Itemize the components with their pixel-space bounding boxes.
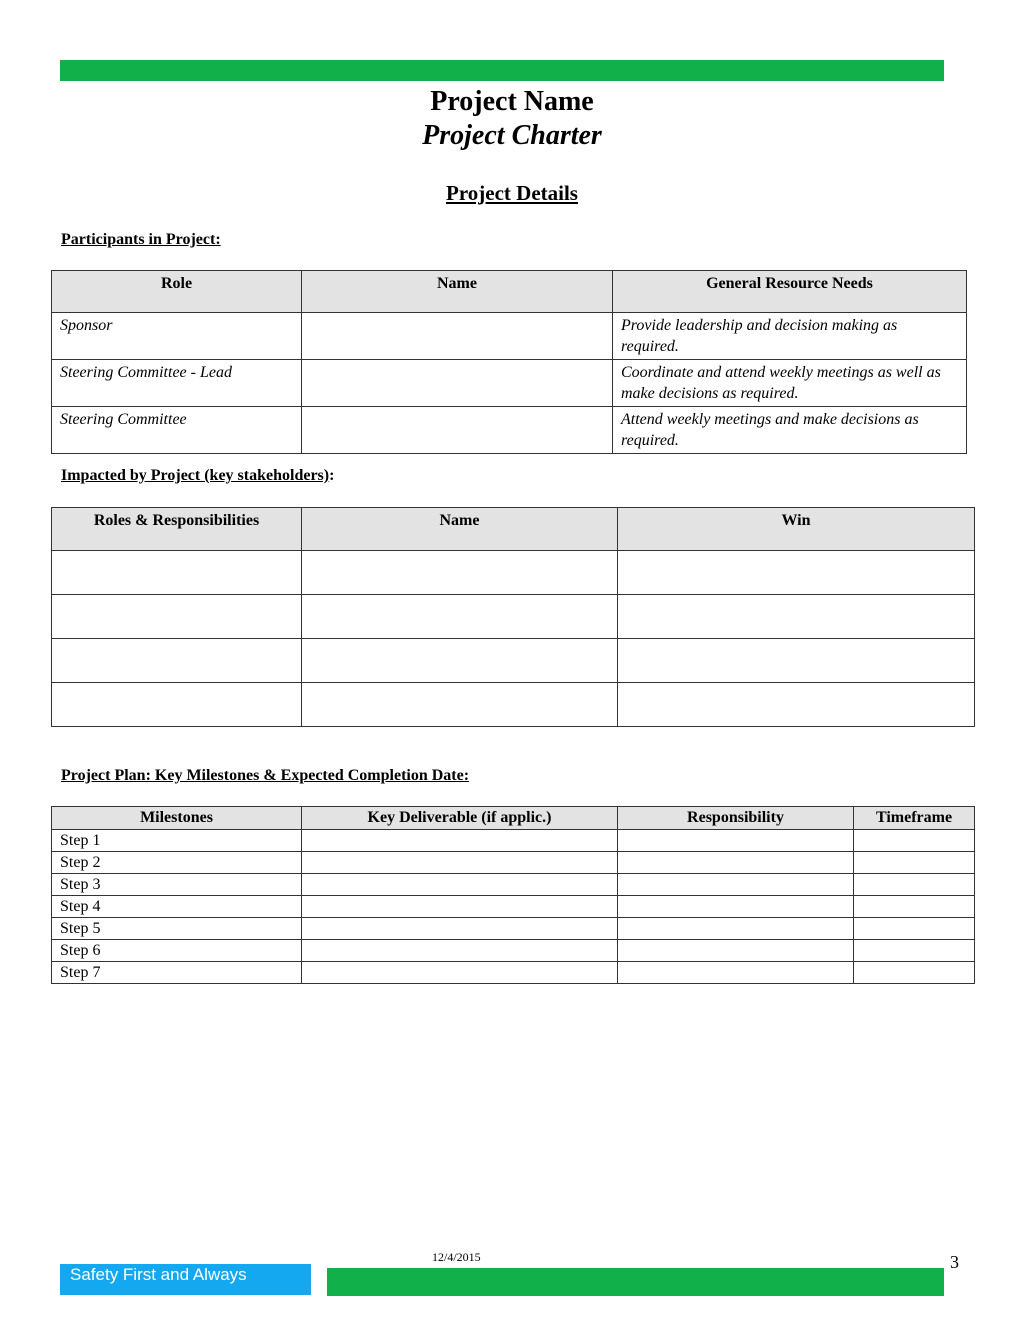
empty-cell[interactable] bbox=[618, 940, 854, 962]
top-accent-bar bbox=[60, 60, 944, 81]
step-label: Step 3 bbox=[52, 874, 302, 896]
project-subtitle: Project Charter bbox=[422, 120, 602, 151]
empty-cell[interactable] bbox=[302, 940, 618, 962]
needs-cell: Attend weekly meetings and make decisions as required. bbox=[613, 407, 967, 454]
empty-cell[interactable] bbox=[52, 551, 302, 595]
column-header: Timeframe bbox=[854, 807, 975, 830]
name-cell[interactable] bbox=[302, 313, 613, 360]
table-row bbox=[52, 683, 975, 727]
empty-cell[interactable] bbox=[854, 830, 975, 852]
empty-cell[interactable] bbox=[618, 683, 975, 727]
participants-header-row bbox=[52, 271, 967, 313]
column-header: Key Deliverable (if applic.) bbox=[302, 807, 618, 830]
empty-cell[interactable] bbox=[302, 639, 618, 683]
table-row bbox=[52, 962, 975, 984]
table-row bbox=[52, 940, 975, 962]
impacted-heading-colon: : bbox=[329, 467, 335, 484]
project-title: Project Name bbox=[430, 86, 594, 117]
table-row bbox=[52, 313, 967, 360]
empty-cell[interactable] bbox=[618, 874, 854, 896]
empty-cell[interactable] bbox=[618, 639, 975, 683]
empty-cell[interactable] bbox=[854, 962, 975, 984]
participants-heading: Participants in Project: bbox=[61, 231, 221, 248]
table-row bbox=[52, 360, 967, 407]
step-label: Step 4 bbox=[52, 896, 302, 918]
empty-cell[interactable] bbox=[618, 551, 975, 595]
empty-cell[interactable] bbox=[302, 852, 618, 874]
step-label: Step 2 bbox=[52, 852, 302, 874]
empty-cell[interactable] bbox=[302, 896, 618, 918]
impacted-heading bbox=[61, 467, 334, 485]
step-label: Step 6 bbox=[52, 940, 302, 962]
empty-cell[interactable] bbox=[854, 918, 975, 940]
empty-cell[interactable] bbox=[302, 874, 618, 896]
plan-heading: Project Plan: Key Milestones & Expected Completion Date: bbox=[61, 767, 470, 784]
needs-cell: Coordinate and attend weekly meetings as well as make decisions as required. bbox=[613, 360, 967, 407]
step-label: Step 7 bbox=[52, 962, 302, 984]
participants-table bbox=[51, 270, 967, 454]
column-header: Milestones bbox=[52, 807, 302, 830]
footer-tagline: Safety First and Always bbox=[60, 1264, 311, 1295]
table-row bbox=[52, 595, 975, 639]
milestones-table bbox=[51, 806, 975, 984]
table-row bbox=[52, 918, 975, 940]
table-row bbox=[52, 874, 975, 896]
empty-cell[interactable] bbox=[854, 896, 975, 918]
empty-cell[interactable] bbox=[302, 683, 618, 727]
empty-cell[interactable] bbox=[52, 595, 302, 639]
column-header: Name bbox=[302, 271, 613, 313]
empty-cell[interactable] bbox=[302, 551, 618, 595]
stakeholders-header-row bbox=[52, 508, 975, 551]
milestones-header-row bbox=[52, 807, 975, 830]
stakeholders-table bbox=[51, 507, 975, 727]
empty-cell[interactable] bbox=[52, 683, 302, 727]
empty-cell[interactable] bbox=[618, 896, 854, 918]
empty-cell[interactable] bbox=[52, 639, 302, 683]
role-cell: Sponsor bbox=[52, 313, 302, 360]
empty-cell[interactable] bbox=[618, 852, 854, 874]
step-label: Step 5 bbox=[52, 918, 302, 940]
table-row bbox=[52, 896, 975, 918]
footer-date: 12/4/2015 bbox=[432, 1250, 481, 1264]
page-number: 3 bbox=[950, 1252, 959, 1272]
empty-cell[interactable] bbox=[618, 918, 854, 940]
role-cell: Steering Committee bbox=[52, 407, 302, 454]
empty-cell[interactable] bbox=[302, 962, 618, 984]
column-header: Role bbox=[52, 271, 302, 313]
column-header: Responsibility bbox=[618, 807, 854, 830]
empty-cell[interactable] bbox=[854, 874, 975, 896]
empty-cell[interactable] bbox=[302, 830, 618, 852]
section-title: Project Details bbox=[446, 181, 578, 205]
empty-cell[interactable] bbox=[854, 852, 975, 874]
empty-cell[interactable] bbox=[302, 595, 618, 639]
table-row bbox=[52, 551, 975, 595]
empty-cell[interactable] bbox=[618, 962, 854, 984]
empty-cell[interactable] bbox=[618, 595, 975, 639]
column-header: Roles & Responsibilities bbox=[52, 508, 302, 551]
table-row bbox=[52, 852, 975, 874]
empty-cell[interactable] bbox=[854, 940, 975, 962]
needs-cell: Provide leadership and decision making as required. bbox=[613, 313, 967, 360]
column-header: Win bbox=[618, 508, 975, 551]
footer-accent-bar bbox=[327, 1268, 944, 1296]
table-row bbox=[52, 407, 967, 454]
table-row bbox=[52, 830, 975, 852]
empty-cell[interactable] bbox=[618, 830, 854, 852]
role-cell: Steering Committee - Lead bbox=[52, 360, 302, 407]
name-cell[interactable] bbox=[302, 407, 613, 454]
empty-cell[interactable] bbox=[302, 918, 618, 940]
name-cell[interactable] bbox=[302, 360, 613, 407]
table-row bbox=[52, 639, 975, 683]
column-header: Name bbox=[302, 508, 618, 551]
step-label: Step 1 bbox=[52, 830, 302, 852]
column-header: General Resource Needs bbox=[613, 271, 967, 313]
impacted-heading-text: Impacted by Project (key stakeholders) bbox=[61, 467, 330, 484]
